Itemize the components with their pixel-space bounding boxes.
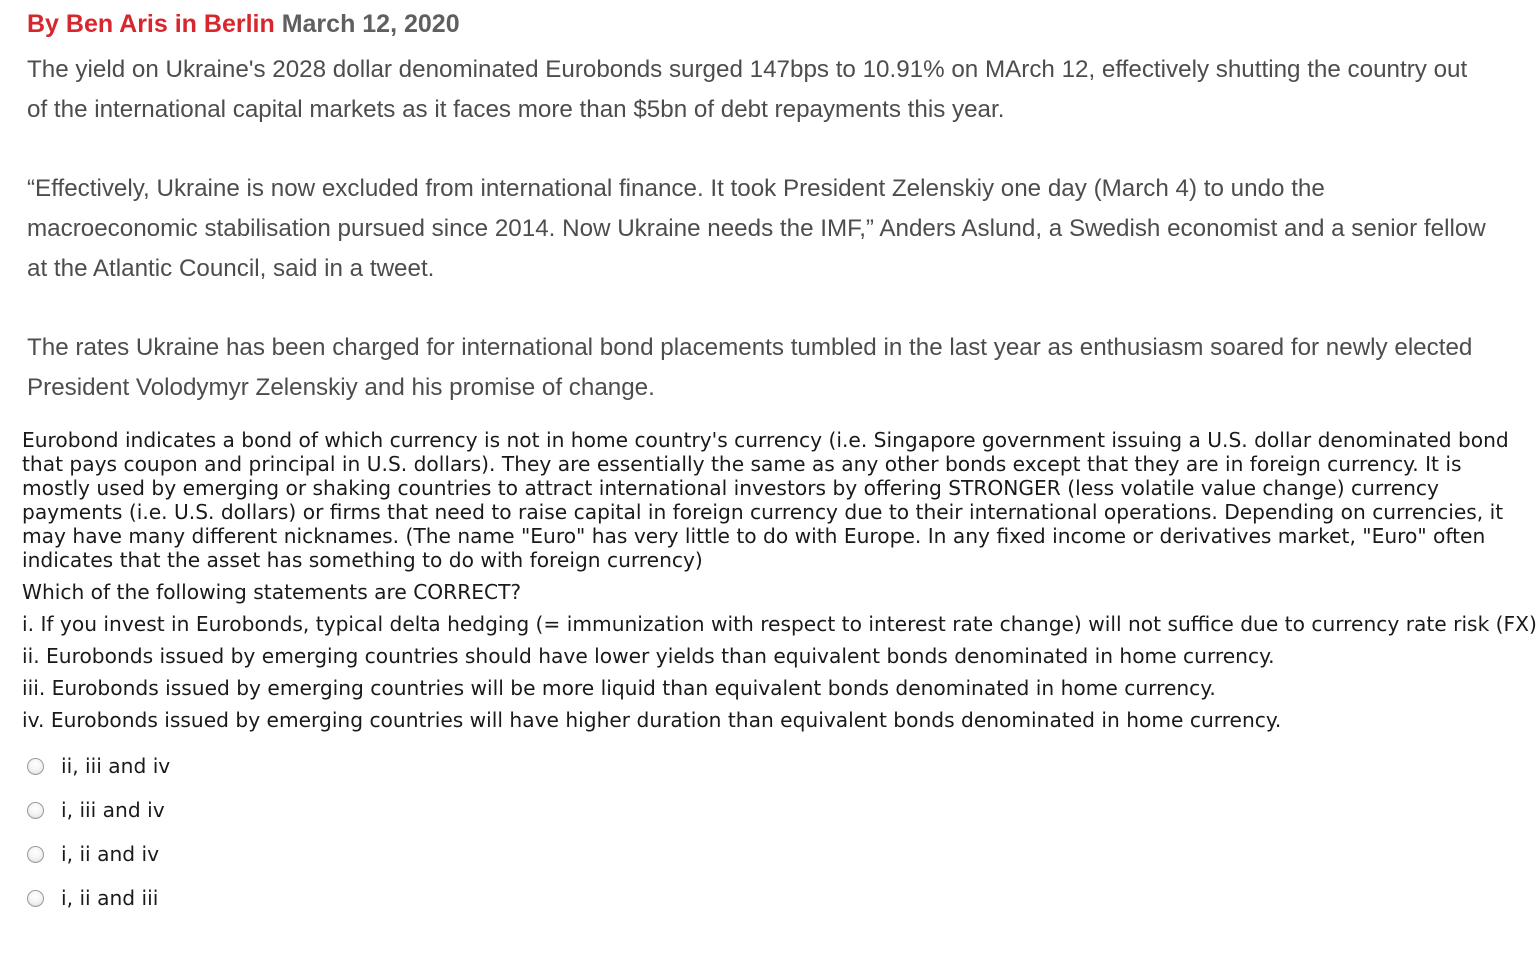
answer-option[interactable] [27, 832, 170, 876]
question-context: Eurobond indicates a bond of which currency is not in home country's currency (i.e. Singapore government issuing a U.S. dollar denominated bond that pays coupon and principal in U.S. dollars). They are essentially the same as any other bonds except that they are in foreign currency. It is mostly used by emerging or shaking countries to attract international investors by offering STRONGER (less volatile value change) currency payments (i.e. U.S. dollars) or firms that need to raise capital in foreign currency due to their international operations. Depending on currencies, it may have many different nicknames. (The name "Euro" has very little to do with Europe. In any fixed income or derivatives market, "Euro" often indicates that the asset has something to do with foreign currency) [22, 428, 1509, 572]
option-label[interactable]: i, ii and iii [61, 886, 159, 910]
statement-item: i. If you invest in Eurobonds, typical delta hedging (= immunization with respect to interest rate change) will not suffice due to currency rate risk (FX) [22, 612, 1537, 636]
radio-button[interactable] [27, 890, 44, 907]
article-paragraph: “Effectively, Ukraine is now excluded from international finance. It took President Zelenskiy one day (March 4) to undo the macroeconomic stabilisation pursued since 2014. Now Ukraine needs the IMF,” Anders Aslund, a Swedish economist and a senior fellow at the Atlantic Council, said in a tweet. [27, 175, 1486, 282]
option-label[interactable]: i, ii and iv [61, 842, 160, 866]
radio-button[interactable] [27, 802, 44, 819]
answer-options [27, 744, 170, 920]
answer-option[interactable] [27, 876, 170, 920]
article-paragraph: The rates Ukraine has been charged for international bond placements tumbled in the last year as enthusiasm soared for newly elected President Volodymyr Zelenskiy and his promise of change. [27, 333, 1473, 401]
author: By Ben Aris in Berlin [27, 10, 275, 38]
statement-item: ii. Eurobonds issued by emerging countries should have lower yields than equivalent bonds denominated in home currency. [22, 644, 1275, 668]
radio-button[interactable] [27, 758, 44, 775]
radio-button[interactable] [27, 846, 44, 863]
question-block [22, 428, 1537, 736]
statement-list [22, 608, 1537, 736]
byline [27, 6, 1487, 42]
answer-option[interactable] [27, 744, 170, 788]
statement-item: iii. Eurobonds issued by emerging countries will be more liquid than equivalent bonds denominated in home currency. [22, 676, 1216, 700]
option-label[interactable]: ii, iii and iv [61, 754, 171, 778]
article-paragraph: The yield on Ukraine's 2028 dollar denominated Eurobonds surged 147bps to 10.91% on MArch 12, effectively shutting the country out of the international capital markets as it faces more than $5bn of debt repayments this year. [27, 56, 1468, 123]
question-prompt: Which of the following statements are CORRECT? [22, 580, 522, 604]
article-excerpt [27, 6, 1487, 407]
statement-item: iv. Eurobonds issued by emerging countries will have higher duration than equivalent bonds denominated in home currency. [22, 708, 1282, 732]
answer-option[interactable] [27, 788, 170, 832]
publish-date: March 12, 2020 [281, 10, 460, 38]
option-label[interactable]: i, iii and iv [61, 798, 165, 822]
